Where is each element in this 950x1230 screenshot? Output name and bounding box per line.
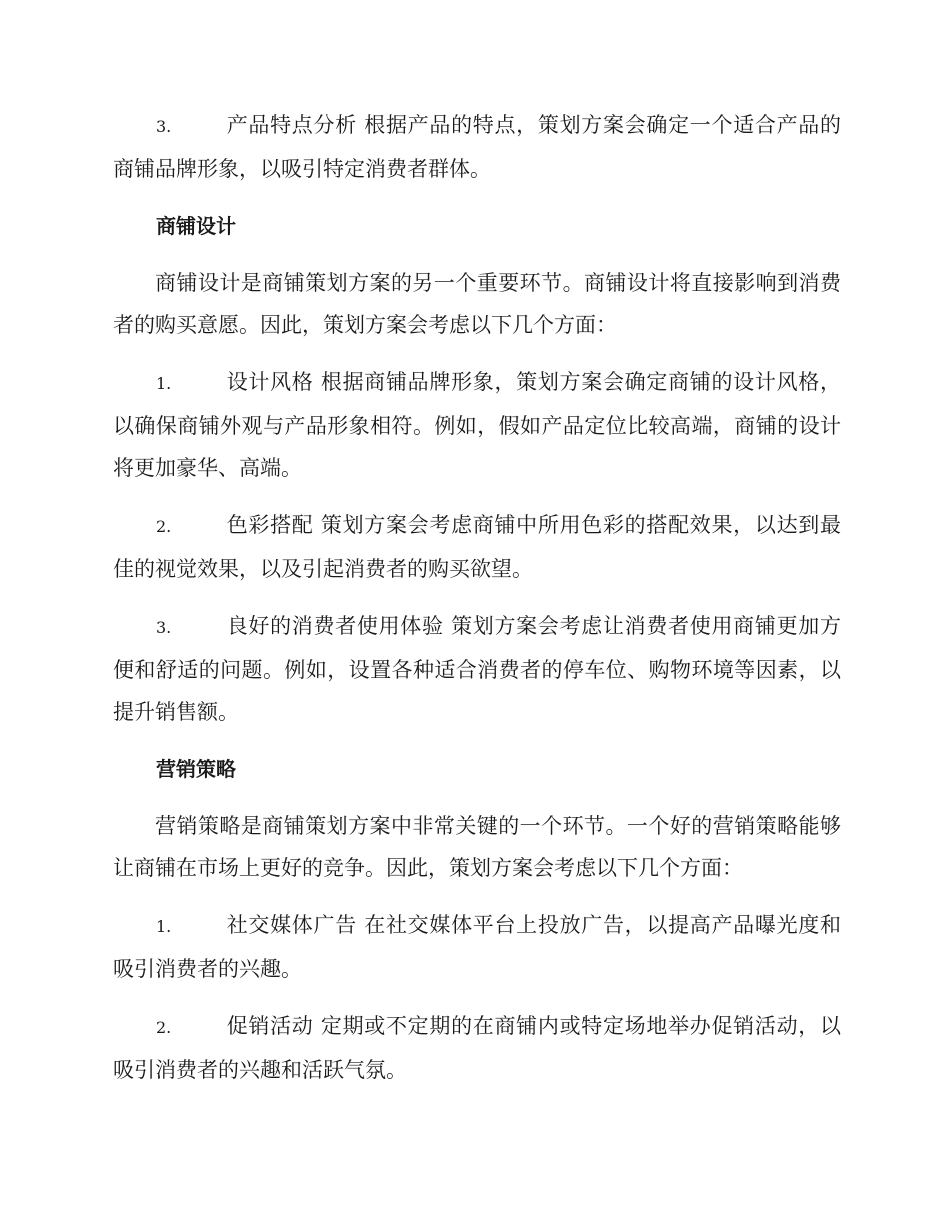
- list-item-design-style: [113, 361, 841, 489]
- list-item-user-experience: [113, 605, 841, 733]
- list-number: 2.: [156, 517, 172, 536]
- list-number: 3.: [156, 618, 172, 637]
- paragraph-store-design-intro: 商铺设计是商铺策划方案的另一个重要环节。商铺设计将直接影响到消费者的购买意愿。因此，策划方案会考虑以下几个方面：: [113, 271, 841, 337]
- list-number: 1.: [156, 917, 172, 936]
- list-item-promotions: [113, 1005, 841, 1091]
- list-item-color-matching: [113, 504, 841, 590]
- list-item-product-features: [113, 104, 841, 190]
- list-item-text: 产品特点分析 根据产品的特点，策划方案会确定一个适合产品的商铺品牌形象，以吸引特定消费者群体。: [113, 113, 841, 181]
- list-number: 2.: [156, 1018, 172, 1037]
- paragraph-marketing-intro: 营销策略是商铺策划方案中非常关键的一个环节。一个好的营销策略能够让商铺在市场上更好的竞争。因此，策划方案会考虑以下几个方面：: [113, 814, 841, 880]
- list-item-social-media-ads: [113, 904, 841, 990]
- list-item-text: 促销活动 定期或不定期的在商铺内或特定场地举办促销活动，以吸引消费者的兴趣和活跃气氛。: [113, 1014, 841, 1082]
- document-page: [113, 104, 841, 1106]
- section-heading-store-design: 商铺设计: [156, 214, 236, 238]
- list-item-text: 良好的消费者使用体验 策划方案会考虑让消费者使用商铺更加方便和舒适的问题。例如，设置各种适合消费者的停车位、购物环境等因素，以提升销售额。: [113, 614, 841, 724]
- list-number: 1.: [156, 374, 172, 393]
- list-number: 3.: [156, 117, 172, 136]
- section-heading-marketing-strategy: 营销策略: [156, 757, 236, 781]
- list-item-text: 色彩搭配 策划方案会考虑商铺中所用色彩的搭配效果，以达到最佳的视觉效果，以及引起消费者的购买欲望。: [113, 513, 841, 581]
- list-item-text: 设计风格 根据商铺品牌形象，策划方案会确定商铺的设计风格，以确保商铺外观与产品形象相符。例如，假如产品定位比较高端，商铺的设计将更加豪华、高端。: [113, 370, 841, 480]
- list-item-text: 社交媒体广告 在社交媒体平台上投放广告，以提高产品曝光度和吸引消费者的兴趣。: [113, 913, 841, 981]
